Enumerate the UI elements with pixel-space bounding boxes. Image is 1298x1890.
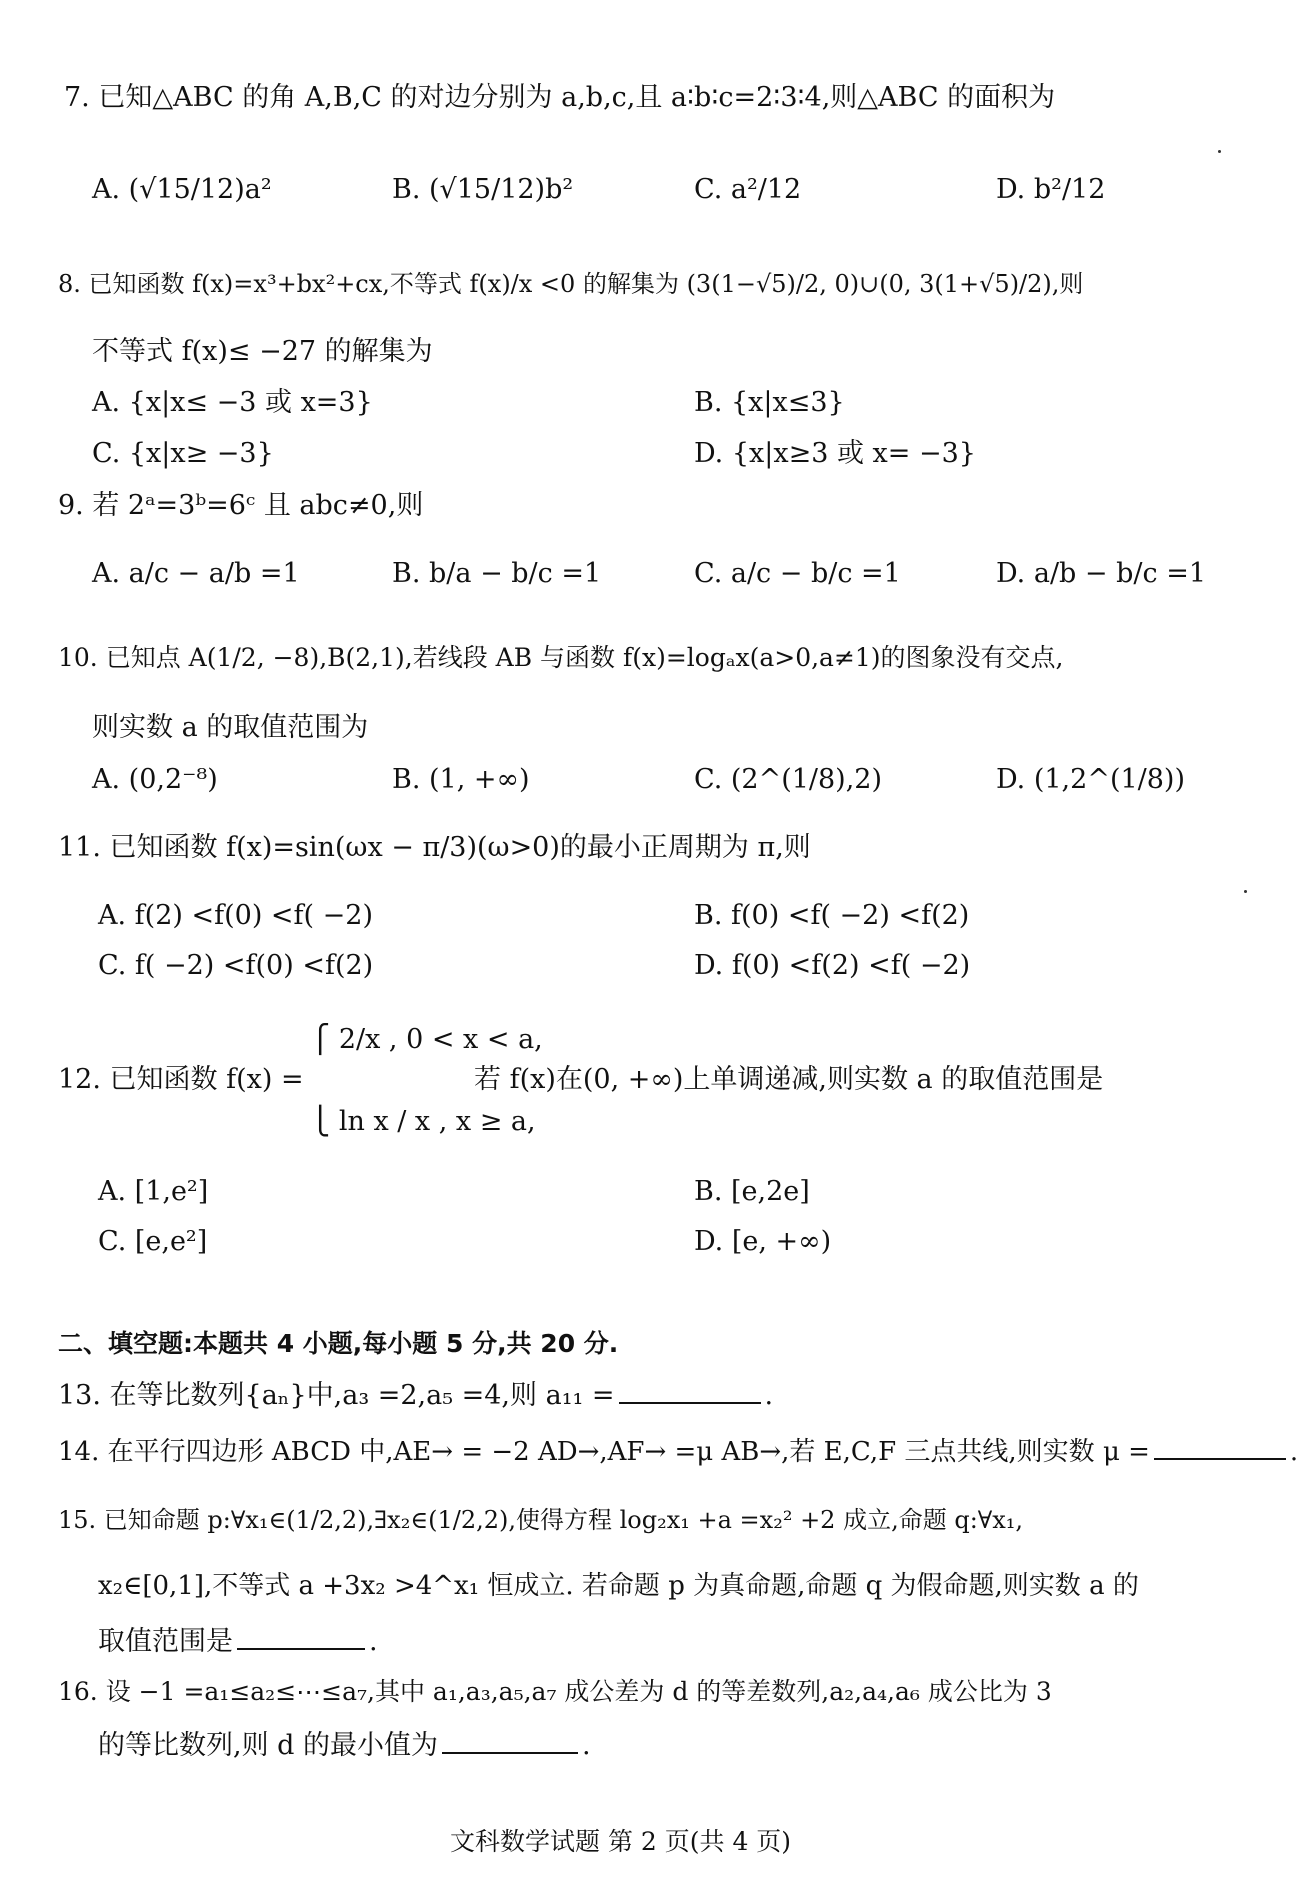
question-15-end: . (369, 1626, 378, 1657)
question-11-stem: 11. 已知函数 f(x)=sin(ωx − π/3)(ω>0)的最小正周期为 π,则 (58, 832, 811, 863)
question-9-stem: 9. 若 2ᵃ=3ᵇ=6ᶜ 且 abc≠0,则 (58, 490, 424, 521)
q10-option-b: B. (1, +∞) (392, 764, 530, 795)
question-10-stem-cont: 则实数 a 的取值范围为 (92, 712, 369, 743)
q12-option-b: B. [e,2e] (694, 1176, 810, 1207)
scan-speck (1244, 890, 1247, 893)
question-13-text: 13. 在等比数列{aₙ}中,a₃ =2,a₅ =4,则 a₁₁ = (58, 1380, 615, 1411)
q12-option-d: D. [e, +∞) (694, 1226, 832, 1257)
q11-option-b: B. f(0) <f( −2) <f(2) (694, 900, 970, 931)
question-7-stem: 7. 已知△ABC 的角 A,B,C 的对边分别为 a,b,c,且 a∶b∶c=2∶3∶4,则△ABC 的面积为 (64, 82, 1056, 113)
question-13 (58, 1376, 773, 1414)
q11-option-c: C. f( −2) <f(0) <f(2) (98, 950, 374, 981)
question-14 (58, 1432, 1298, 1470)
question-15-line-3 (98, 1622, 378, 1660)
question-15-line-1: 15. 已知命题 p:∀x₁∈(1/2,2),∃x₂∈(1/2,2),使得方程 log₂x₁ +a =x₂² +2 成立,命题 q:∀x₁, (58, 1506, 1024, 1534)
q9-option-b: B. b/a − b/c =1 (392, 558, 602, 589)
question-13-end: . (764, 1380, 774, 1411)
q9-option-a: A. a/c − a/b =1 (92, 558, 300, 589)
question-15-line-2: x₂∈[0,1],不等式 a +3x₂ >4^x₁ 恒成立. 若命题 p 为真命题,命题 q 为假命题,则实数 a 的 (98, 1571, 1139, 1601)
page-footer: 文科数学试题 第 2 页(共 4 页) (450, 1827, 792, 1856)
q12-option-c: C. [e,e²] (98, 1226, 208, 1257)
answer-blank (237, 1622, 365, 1650)
q8-option-a: A. {x|x≤ −3 或 x=3} (92, 387, 373, 418)
q7-option-c: C. a²/12 (694, 174, 802, 205)
section-2-heading: 二、填空题:本题共 4 小题,每小题 5 分,共 20 分. (58, 1329, 619, 1358)
question-14-end: . (1289, 1437, 1298, 1467)
q9-option-c: C. a/c − b/c =1 (694, 558, 901, 589)
q8-option-c: C. {x|x≥ −3} (92, 438, 274, 469)
question-10-stem: 10. 已知点 A(1/2, −8),B(2,1),若线段 AB 与函数 f(x)=logₐx(a>0,a≠1)的图象没有交点, (58, 643, 1064, 672)
q12-piecewise-case-1: ⎧ 2/x , 0 < x < a, (310, 1024, 543, 1055)
question-15-text: 取值范围是 (98, 1626, 233, 1657)
question-16-line-2 (98, 1726, 591, 1764)
q10-option-a: A. (0,2⁻⁸) (92, 764, 218, 795)
scan-speck (1218, 150, 1221, 153)
q9-option-d: D. a/b − b/c =1 (996, 558, 1207, 589)
question-14-text: 14. 在平行四边形 ABCD 中,AE→ = −2 AD→,AF→ =μ AB→,若 E,C,F 三点共线,则实数 μ = (58, 1437, 1150, 1467)
answer-blank (442, 1726, 578, 1754)
answer-blank (1154, 1432, 1286, 1460)
answer-blank (619, 1376, 761, 1404)
q11-option-d: D. f(0) <f(2) <f( −2) (694, 950, 971, 981)
q11-option-a: A. f(2) <f(0) <f( −2) (98, 900, 373, 931)
question-16-end: . (582, 1730, 591, 1761)
q12-piecewise-case-2: ⎩ ln x / x , x ≥ a, (310, 1106, 536, 1137)
q10-option-c: C. (2^(1/8),2) (694, 764, 883, 795)
q8-option-d: D. {x|x≥3 或 x= −3} (694, 438, 976, 469)
question-8-stem: 8. 已知函数 f(x)=x³+bx²+cx,不等式 f(x)/x <0 的解集为 (3(1−√5)/2, 0)∪(0, 3(1+√5)/2),则 (58, 270, 1084, 298)
q12-option-a: A. [1,e²] (98, 1176, 209, 1207)
q7-option-a: A. (√15/12)a² (92, 174, 272, 205)
question-16-line-1: 16. 设 −1 =a₁≤a₂≤⋯≤a₇,其中 a₁,a₃,a₅,a₇ 成公差为 d 的等差数列,a₂,a₄,a₆ 成公比为 3 (58, 1677, 1052, 1706)
q7-option-b: B. (√15/12)b² (392, 174, 574, 205)
question-8-stem-cont: 不等式 f(x)≤ −27 的解集为 (92, 336, 433, 367)
q7-option-d: D. b²/12 (996, 174, 1106, 205)
q8-option-b: B. {x|x≤3} (694, 387, 845, 418)
q10-option-d: D. (1,2^(1/8)) (996, 764, 1185, 795)
question-12-stem-tail: 若 f(x)在(0, +∞)上单调递减,则实数 a 的取值范围是 (474, 1064, 1104, 1095)
question-12-stem: 12. 已知函数 f(x) = (58, 1064, 304, 1095)
question-16-text: 的等比数列,则 d 的最小值为 (98, 1730, 439, 1761)
